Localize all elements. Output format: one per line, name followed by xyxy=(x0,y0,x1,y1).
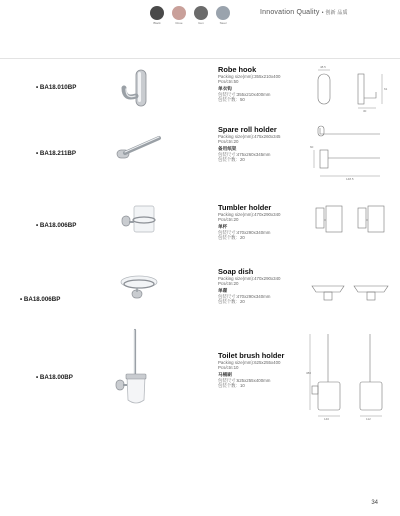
pcs-per-carton: Pcs/ctn:10 xyxy=(218,365,239,370)
packing-size-cn: 包装尺寸:470x290x340mm xyxy=(218,294,271,299)
product-name-cn: 马桶刷 xyxy=(218,372,232,377)
robe-hook-photo xyxy=(118,66,158,112)
pcs-count-cn: 包装个数：20 xyxy=(218,299,245,304)
pcs-per-carton: Pcs/ctn:50 xyxy=(218,79,239,84)
spare-roll-holder-info xyxy=(218,126,308,162)
toilet-brush-holder-photo xyxy=(114,328,160,418)
page-number: 34 xyxy=(371,500,378,506)
packing-size: Packing size(mm):470x290x340 xyxy=(218,276,281,281)
tumbler-holder-photo xyxy=(120,200,160,240)
product-name-cn: 单杯 xyxy=(218,224,228,229)
product-code: • BA18.00BP xyxy=(36,374,73,381)
packing-size-cn: 包装尺寸:625x255x400mm xyxy=(218,378,271,383)
packing-size: Packing size(mm):355x210x400 xyxy=(218,74,281,79)
finish-swatch-black xyxy=(150,6,164,20)
pcs-per-carton: Pcs/ctn:20 xyxy=(218,281,239,286)
spare-roll-holder-drawing xyxy=(310,122,390,184)
spare-roll-holder-photo xyxy=(115,128,165,170)
tumbler-holder-drawing xyxy=(310,200,390,240)
catalog-header xyxy=(0,6,400,28)
section-divider xyxy=(0,58,400,59)
finish-swatch-gun xyxy=(194,6,208,20)
brand-text-cn: • 创新 品质 xyxy=(321,10,348,16)
dimension-label: 140 xyxy=(324,417,330,421)
robe-hook-info xyxy=(218,66,308,102)
pcs-count-cn: 包装个数：20 xyxy=(218,235,245,240)
soap-dish-info xyxy=(218,268,308,304)
product-name-cn: 单衣钩 xyxy=(218,86,232,91)
finish-swatch-rose xyxy=(172,6,186,20)
brand-text: Innovation Quality xyxy=(260,9,320,16)
pcs-count-cn: 包装个数：50 xyxy=(218,97,245,102)
product-name: Toilet brush holder xyxy=(218,351,285,360)
toilet-brush-holder-drawing xyxy=(306,330,394,422)
product-name-cn: 单碟 xyxy=(218,288,228,293)
soap-dish-photo xyxy=(116,270,162,306)
dimension-label: 112 xyxy=(366,417,371,421)
finish-swatch-gun-label: Gun xyxy=(198,21,204,25)
finish-swatch-rose-label: Rose xyxy=(175,21,183,25)
pcs-count-cn: 包装个数：20 xyxy=(218,157,245,162)
product-name-cn: 备用纸架 xyxy=(218,146,237,151)
product-name: Soap dish xyxy=(218,267,254,276)
packing-size: Packing size(mm):625x255x400 xyxy=(218,360,281,365)
toilet-brush-holder-info xyxy=(218,352,308,388)
pcs-per-carton: Pcs/ctn:20 xyxy=(218,217,239,222)
product-name: Spare roll holder xyxy=(218,125,277,134)
dimension-label: 380 xyxy=(306,371,312,375)
finish-swatch-black-label: Black xyxy=(153,21,161,25)
soap-dish-drawing xyxy=(308,276,392,304)
packing-size-cn: 包装尺寸:475x260x345mm xyxy=(218,152,271,157)
packing-size: Packing size(mm):475x260x345 xyxy=(218,134,281,139)
product-code: • BA18.006BP xyxy=(36,222,77,229)
dimension-label: 30 xyxy=(363,109,367,112)
product-name: Robe hook xyxy=(218,65,257,74)
pcs-per-carton: Pcs/ctn:20 xyxy=(218,139,239,144)
tumbler-holder-info xyxy=(218,204,308,240)
dimension-label: 148.5 xyxy=(346,177,354,181)
product-code: • BA18.006BP xyxy=(20,296,61,303)
robe-hook-drawing xyxy=(310,62,390,112)
packing-size-cn: 包装尺寸:470x290x340mm xyxy=(218,230,271,235)
packing-size-cn: 包装尺寸:355x210x400mm xyxy=(218,92,271,97)
packing-size: Packing size(mm):470x290x340 xyxy=(218,212,281,217)
product-name: Tumbler holder xyxy=(218,203,272,212)
dimension-label: 60 xyxy=(310,145,314,149)
dimension-label: 61 xyxy=(384,87,388,91)
brand-tagline xyxy=(260,9,348,16)
pcs-count-cn: 包装个数：10 xyxy=(218,383,245,388)
finish-swatch-steel-label: Steel xyxy=(219,21,227,25)
product-code: • BA18.211BP xyxy=(36,150,77,157)
product-code: • BA18.010BP xyxy=(36,84,77,91)
finish-swatch-steel xyxy=(216,6,230,20)
dimension-label: 48.5 xyxy=(320,65,326,69)
